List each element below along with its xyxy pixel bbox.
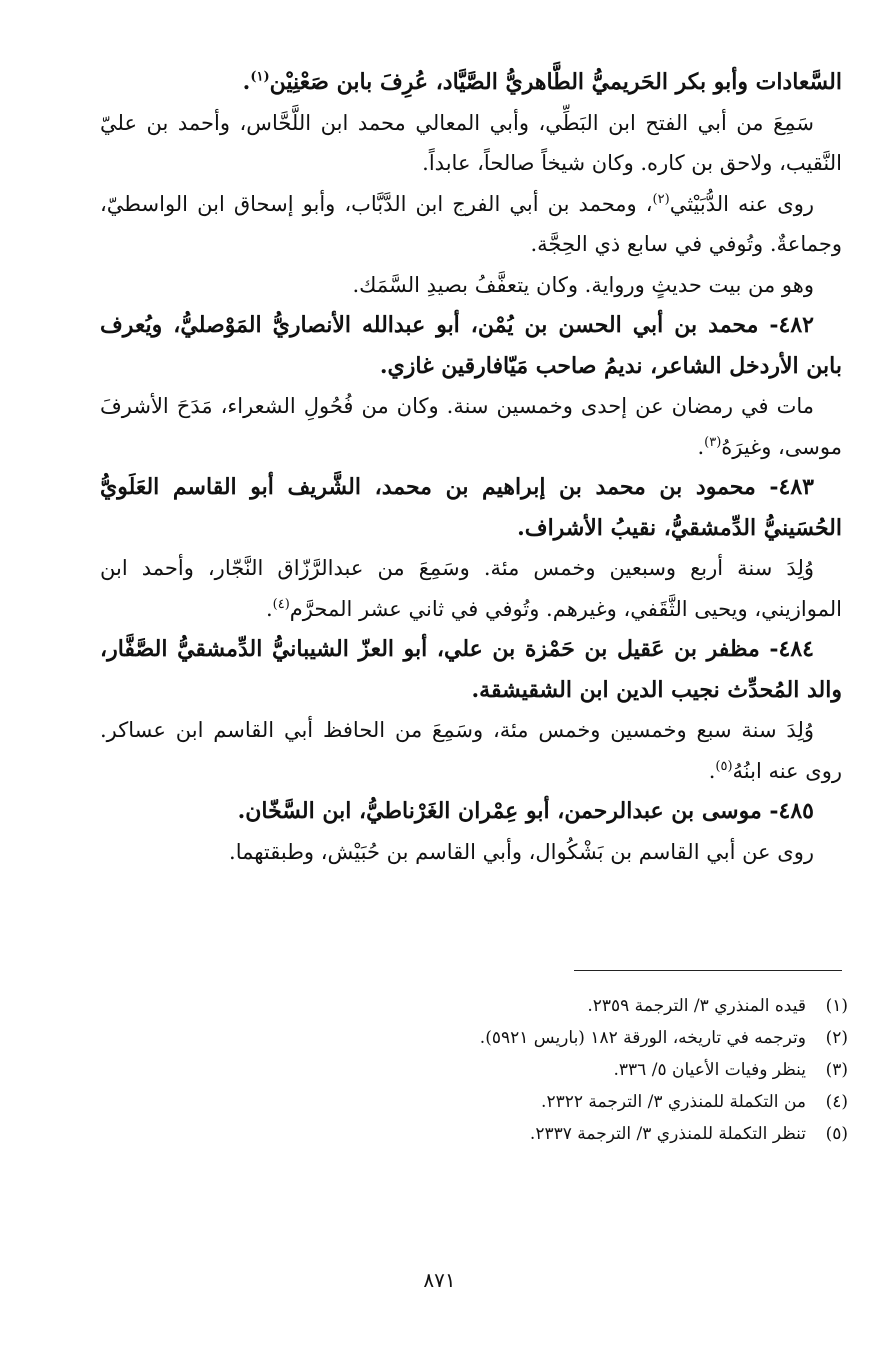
paragraph-continuation (100, 62, 842, 103)
footnote (300, 1022, 848, 1054)
paragraph (100, 265, 842, 306)
paragraph (100, 710, 842, 791)
footnote-ref: (٢) (652, 191, 670, 207)
paragraph (100, 548, 842, 629)
footnote-ref: (٤) (272, 596, 290, 612)
footnotes (300, 990, 848, 1150)
main-text (100, 62, 842, 872)
paragraph-text: وُلِدَ سنة أربع وسبعين وخمس مئة. وسَمِعَ من عبدالرَّزّاق النَّجّار، وأحمد ابن الموازيني، ويحيى الثَّقَفي، وغيرهم. وتُوفي في ثاني عشر المحرَّم (100, 556, 842, 621)
footnote-number: (١) (825, 996, 848, 1016)
entry-heading-484 (100, 629, 842, 710)
paragraph-tail: . (265, 596, 273, 621)
footnote-text: ينظر وفيات الأعيان ٥/ ٣٣٦. (613, 1060, 806, 1080)
footnote-text: قيده المنذري ٣/ الترجمة ٢٣٥٩. (587, 996, 806, 1016)
footnote (300, 990, 848, 1022)
paragraph-tail: . (697, 434, 705, 459)
footnote-text: تنظر التكملة للمنذري ٣/ الترجمة ٢٣٣٧. (529, 1124, 806, 1144)
footnote-ref: (٥) (715, 758, 733, 774)
paragraph-tail: ، ومحمد بن أبي الفرج ابن الدَّبَّاب، وأبو إسحاق ابن الواسطيّ، وجماعةٌ. وتُوفي في سابع ذي الحِجَّة. (100, 191, 842, 256)
paragraph-tail: . (708, 758, 716, 783)
footnote-separator (574, 970, 842, 971)
paragraph-text: وُلِدَ سنة سبع وخمسين وخمس مئة، وسَمِعَ من الحافظ أبي القاسم ابن عساكر. روى عنه ابنُهُ (100, 718, 842, 783)
paragraph-text: روى عن أبي القاسم بن بَشْكُوال، وأبي القاسم بن حُبَيْش، وطبقتهما. (229, 839, 814, 864)
paragraph (100, 832, 842, 873)
paragraph (100, 103, 842, 184)
footnote-number: (٣) (825, 1060, 848, 1080)
paragraph-tail: . (242, 69, 251, 95)
footnote (300, 1086, 848, 1118)
paragraph-text: وهو من بيت حديثٍ ورواية. وكان يتعفَّفُ بصيدِ السَّمَك. (352, 272, 814, 297)
footnote-number: (٤) (825, 1092, 848, 1112)
footnote-ref: (١) (250, 69, 270, 85)
paragraph-text: السَّعادات وأبو بكر الحَريميُّ الطَّاهريُّ الصَّيَّاد، عُرِفَ بابن صَعْنِيْن (269, 69, 842, 95)
footnote-text: وترجمه في تاريخه، الورقة ١٨٢ (باريس ٥٩٢١). (479, 1028, 806, 1048)
entry-heading-text: ٤٨٢- محمد بن أبي الحسن بن يُمْن، أبو عبدالله الأنصاريُّ المَوْصليُّ، ويُعرف بابن الأردخل الشاعر، نديمُ صاحب مَيّافارقين غازي. (100, 312, 842, 379)
footnote-number: (٢) (825, 1028, 848, 1048)
footnote-number: (٥) (825, 1124, 848, 1144)
entry-heading-text: ٤٨٤- مظفر بن عَقيل بن حَمْزة بن علي، أبو العزّ الشيبانيُّ الدِّمشقيُّ الصَّفَّار، والد المُحدِّث نجيب الدين ابن الشقيشقة. (100, 636, 842, 703)
entry-heading-482 (100, 305, 842, 386)
footnote (300, 1054, 848, 1086)
entry-heading-485 (100, 791, 842, 832)
entry-heading-text: ٤٨٥- موسى بن عبدالرحمن، أبو عِمْران الغَرْناطيُّ، ابن السَّخّان. (237, 798, 814, 824)
footnote-text: من التكملة للمنذري ٣/ الترجمة ٢٣٢٢. (541, 1092, 806, 1112)
page-number: ٨٧١ (423, 1268, 456, 1292)
paragraph-text: روى عنه الدُّبَيْثي (669, 191, 814, 216)
footnote-ref: (٣) (704, 434, 722, 450)
entry-heading-text: ٤٨٣- محمود بن محمد بن إبراهيم بن محمد، الشَّريف أبو القاسم العَلَويُّ الحُسَينيُّ الدِّمشقيُّ، نقيبُ الأشراف. (100, 474, 842, 541)
paragraph-text: سَمِعَ من أبي الفتح ابن البَطِّي، وأبي المعالي محمد ابن اللَّحَّاس، وأحمد بن عليّ النَّقيب، ولاحق بن كاره. وكان شيخاً صالحاً، عابداً. (100, 110, 842, 175)
paragraph (100, 184, 842, 265)
paragraph (100, 386, 842, 467)
entry-heading-483 (100, 467, 842, 548)
paragraph-text: مات في رمضان عن إحدى وخمسين سنة. وكان من فُحُولِ الشعراء، مَدَحَ الأشرفَ موسى، وغيرَهُ (100, 394, 842, 459)
footnote (300, 1118, 848, 1150)
